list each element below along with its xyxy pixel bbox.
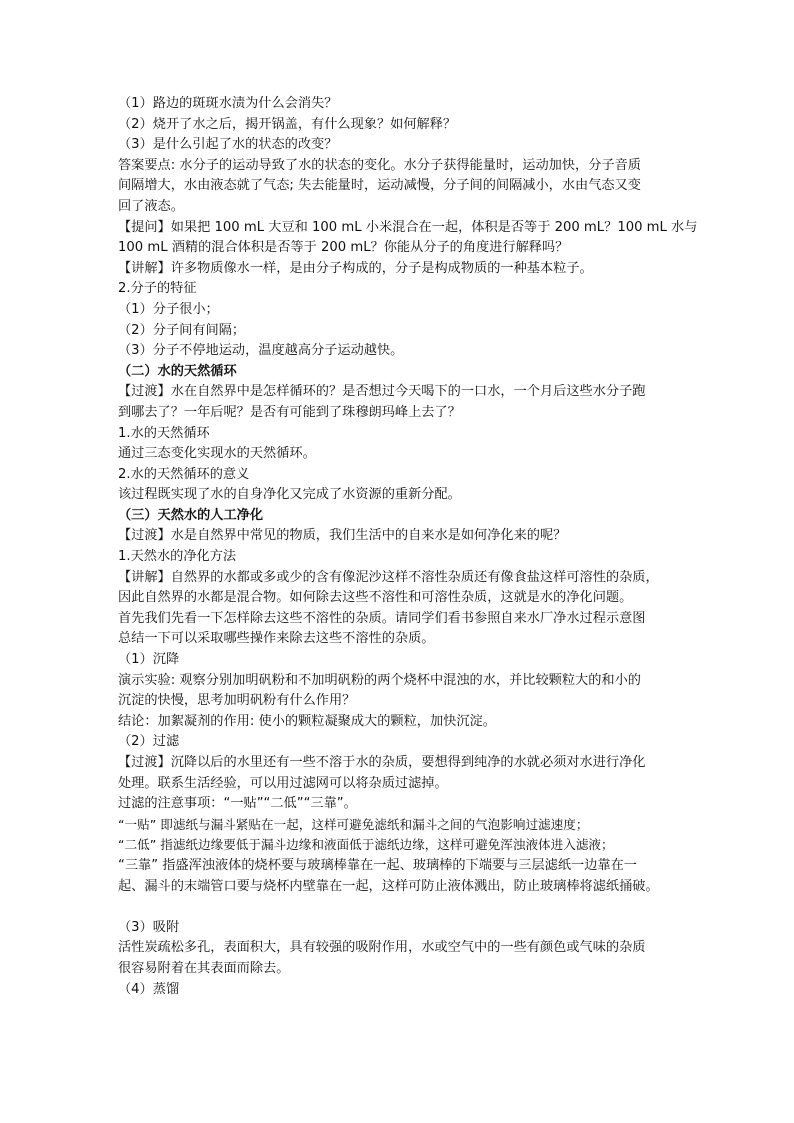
text-line: 因此自然界的水都是混合物。如何除去这些不溶性和可溶性杂质，这就是水的净化问题。: [118, 590, 633, 606]
section-heading: （三）天然水的人工净化: [118, 507, 264, 523]
text-line: 该过程既实现了水的自身净化又完成了水资源的重新分配。: [118, 487, 461, 503]
text-line: 1.水的天然循环: [118, 425, 210, 441]
text-line: 【提问】如果把 100 mL 大豆和 100 mL 小米混合在一起，体积是否等于 200 mL？100 mL 水与: [118, 219, 698, 235]
text-line: （1）沉降: [118, 652, 180, 668]
text-line: 【讲解】自然界的水都或多或少的含有像泥沙这样不溶性杂质还有像食盐这样可溶性的杂质，: [118, 569, 659, 585]
text-line: （2）烧开了水之后，揭开锅盖，有什么现象？如何解释？: [118, 116, 457, 132]
text-line: 答案要点: 水分子的运动导致了水的状态的变化。水分子获得能量时，运动加快，分子音质: [118, 157, 641, 173]
text-line: （2）过滤: [118, 734, 180, 750]
text-line: 沉淀的快慢，思考加明矾粉有什么作用？: [118, 693, 356, 709]
text-line: 总结一下可以采取哪些操作来除去这些不溶性的杂质。: [118, 631, 435, 647]
text-line: （3）分子不停地运动，温度越高分子运动越快。: [118, 343, 404, 359]
text-line: （3）是什么引起了水的状态的改变？: [118, 137, 338, 153]
text-line: 【过渡】水是自然界中常见的物质，我们生活中的自来水是如何净化来的呢？: [118, 528, 567, 544]
text-line: 2.水的天然循环的意义: [118, 466, 250, 482]
text-line: （2）分子间有间隔；: [118, 322, 246, 338]
text-line: 通过三态变化实现水的天然循环。: [118, 446, 316, 462]
text-line: （1）路边的斑斑水渍为什么会消失？: [118, 96, 338, 111]
document-body: [118, 94, 698, 1000]
text-line: “一贴” 即滤纸与漏斗紧贴在一起，这样可避免滤纸和漏斗之间的气泡影响过滤速度；: [118, 816, 589, 832]
text-line: “二低” 指滤纸边缘要低于漏斗边缘和液面低于滤纸边缘，这样可避免浑浊液体进入滤液；: [118, 837, 614, 853]
text-line: （4）蒸馏: [118, 981, 180, 997]
section-heading: （二）水的天然循环: [118, 363, 237, 379]
text-line: 很容易附着在其表面而除去。: [118, 960, 290, 976]
text-line: 到哪去了？一年后呢？是否有可能到了珠穆朗玛峰上去了？: [118, 404, 461, 420]
text-line: （1）分子很小；: [118, 301, 219, 317]
text-line: 回了液态。: [118, 198, 184, 214]
text-line: 2.分子的特征: [118, 281, 197, 297]
text-line: 结论：加絮凝剂的作用: 使小的颗粒凝聚成大的颗粒，加快沉淀。: [118, 713, 496, 729]
text-line: 【过渡】沉降以后的水里还有一些不溶于水的杂质，要想得到纯净的水就必须对水进行净化: [118, 755, 646, 770]
text-line: 起、漏斗的末端管口要与烧杯内壁靠在一起，这样可防止液体溅出，防止玻璃棒将滤纸捅破。: [118, 878, 659, 894]
text-line: 间隔增大，水由液态就了气态; 失去能量时，运动减慢，分子间的间隔减小，水由气态又变: [118, 178, 641, 194]
text-line: 活性炭疏松多孔，表面积大，具有较强的吸附作用，水或空气中的一些有颜色或气味的杂质: [118, 940, 646, 956]
text-line: 100 mL 酒精的混合体积是否等于 200 mL？你能从分子的角度进行解释吗？: [118, 240, 569, 256]
text-line: （3）吸附: [118, 919, 180, 935]
text-line: 1.天然水的净化方法: [118, 549, 237, 565]
blank-line: [118, 897, 678, 918]
text-line: 【讲解】许多物质像水一样，是由分子构成的，分子是构成物质的一种基本粒子。: [118, 260, 593, 276]
text-line: 处理。联系生活经验，可以用过滤网可以将杂质过滤掉。: [118, 775, 448, 791]
text-line: “三靠” 指盛浑浊液体的烧杯要与玻璃棒靠在一起、玻璃棒的下端要与三层滤纸一边靠在一: [118, 857, 637, 873]
text-line: 演示实验: 观察分别加明矾粉和不加明矾粉的两个烧杯中混浊的水，并比较颗粒大的和小的: [118, 672, 641, 688]
text-line: 过滤的注意事项：“一贴”“二低”“三靠”。: [118, 796, 357, 812]
text-line: 【过渡】水在自然界中是怎样循环的？是否想过今天喝下的一口水，一个月后这些水分子跑: [118, 384, 646, 400]
text-line: 首先我们先看一下怎样除去这些不溶性的杂质。请同学们看书参照自来水厂净水过程示意图: [118, 610, 646, 626]
